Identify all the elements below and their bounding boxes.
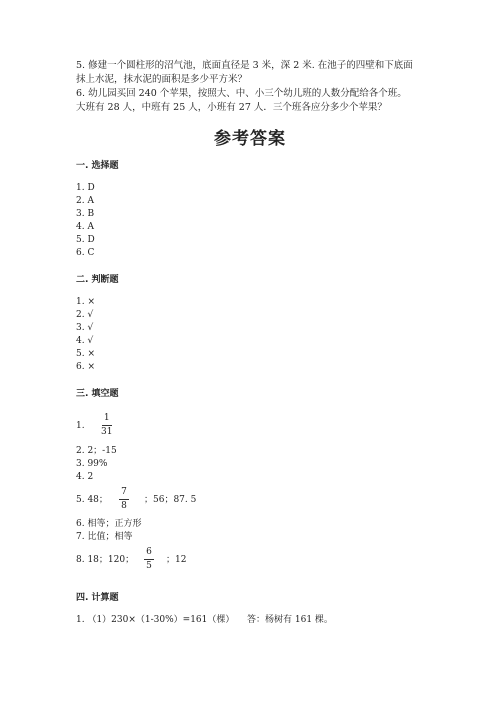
calc-answer-1-conclusion: 答：杨树有 161 棵。	[247, 615, 333, 625]
fraction-denominator: 31	[101, 427, 113, 437]
choice-answer-5: 5. D	[76, 235, 95, 245]
fraction-numerator: 6	[146, 547, 152, 557]
fill-answer-8-suffix: ；12	[166, 555, 187, 565]
fraction-bar	[144, 559, 154, 560]
choice-answer-4: 4. A	[76, 222, 94, 232]
fraction-numerator: 7	[121, 487, 127, 497]
fill-answer-3: 3. 99%	[76, 459, 108, 469]
judge-answer-6: 6. ×	[76, 362, 95, 372]
calc-answer-1: 1. （1）230×（1-30%）=161（棵）	[76, 615, 235, 625]
judge-answer-5: 5. ×	[76, 349, 95, 359]
fill-answer-6: 6. 相等；正方形	[76, 519, 142, 529]
problem-6-line-2: 大班有 28 人，中班有 25 人，小班有 27 人．三个班各应分多少个苹果？	[76, 102, 387, 113]
fraction-bar	[102, 425, 112, 426]
fill-answer-5-prefix: 5. 48；	[76, 495, 108, 505]
problem-6-line-1: 6. 幼儿园买回 240 个苹果，按照大、中、小三个幼儿班的人数分配给各个班。	[76, 88, 407, 99]
fill-answer-7: 7. 比值；相等	[76, 532, 133, 542]
fill-answer-5-suffix: ；56；87. 5	[144, 495, 197, 505]
section-heading-calc: 四. 计算题	[76, 593, 119, 603]
page-title: 参考答案	[214, 129, 286, 149]
fraction-denominator: 8	[121, 501, 127, 511]
fraction-denominator: 5	[146, 561, 152, 571]
choice-answer-2: 2. A	[76, 196, 94, 206]
fill-answer-8-fraction	[144, 547, 154, 572]
fraction-bar	[119, 499, 129, 500]
section-heading-choice: 一. 选择题	[76, 161, 119, 171]
choice-answer-1: 1. D	[76, 183, 95, 193]
section-heading-judge: 二. 判断题	[76, 275, 119, 285]
problem-5-line-1: 5. 修建一个圆柱形的沼气池，底面直径是 3 米，深 2 米. 在池子的四壁和下底面	[76, 60, 413, 71]
fill-answer-8-prefix: 8. 18；120；	[76, 555, 135, 565]
judge-answer-4: 4. √	[76, 336, 94, 346]
fill-answer-1-label: 1.	[76, 421, 85, 431]
choice-answer-6: 6. C	[76, 248, 95, 258]
fill-answer-5-fraction	[119, 487, 129, 512]
judge-answer-2: 2. √	[76, 310, 94, 320]
judge-answer-1: 1. ×	[76, 297, 95, 307]
fill-answer-4: 4. 2	[76, 472, 94, 482]
fill-answer-1-fraction	[101, 413, 112, 438]
problem-5-line-2: 抹上水泥，抹水泥的面积是多少平方米？	[76, 74, 248, 85]
fill-answer-2: 2. 2；-15	[76, 446, 117, 456]
fraction-numerator: 1	[103, 413, 110, 423]
choice-answer-3: 3. B	[76, 209, 95, 219]
judge-answer-3: 3. √	[76, 323, 94, 333]
section-heading-fill: 三. 填空题	[76, 389, 119, 399]
